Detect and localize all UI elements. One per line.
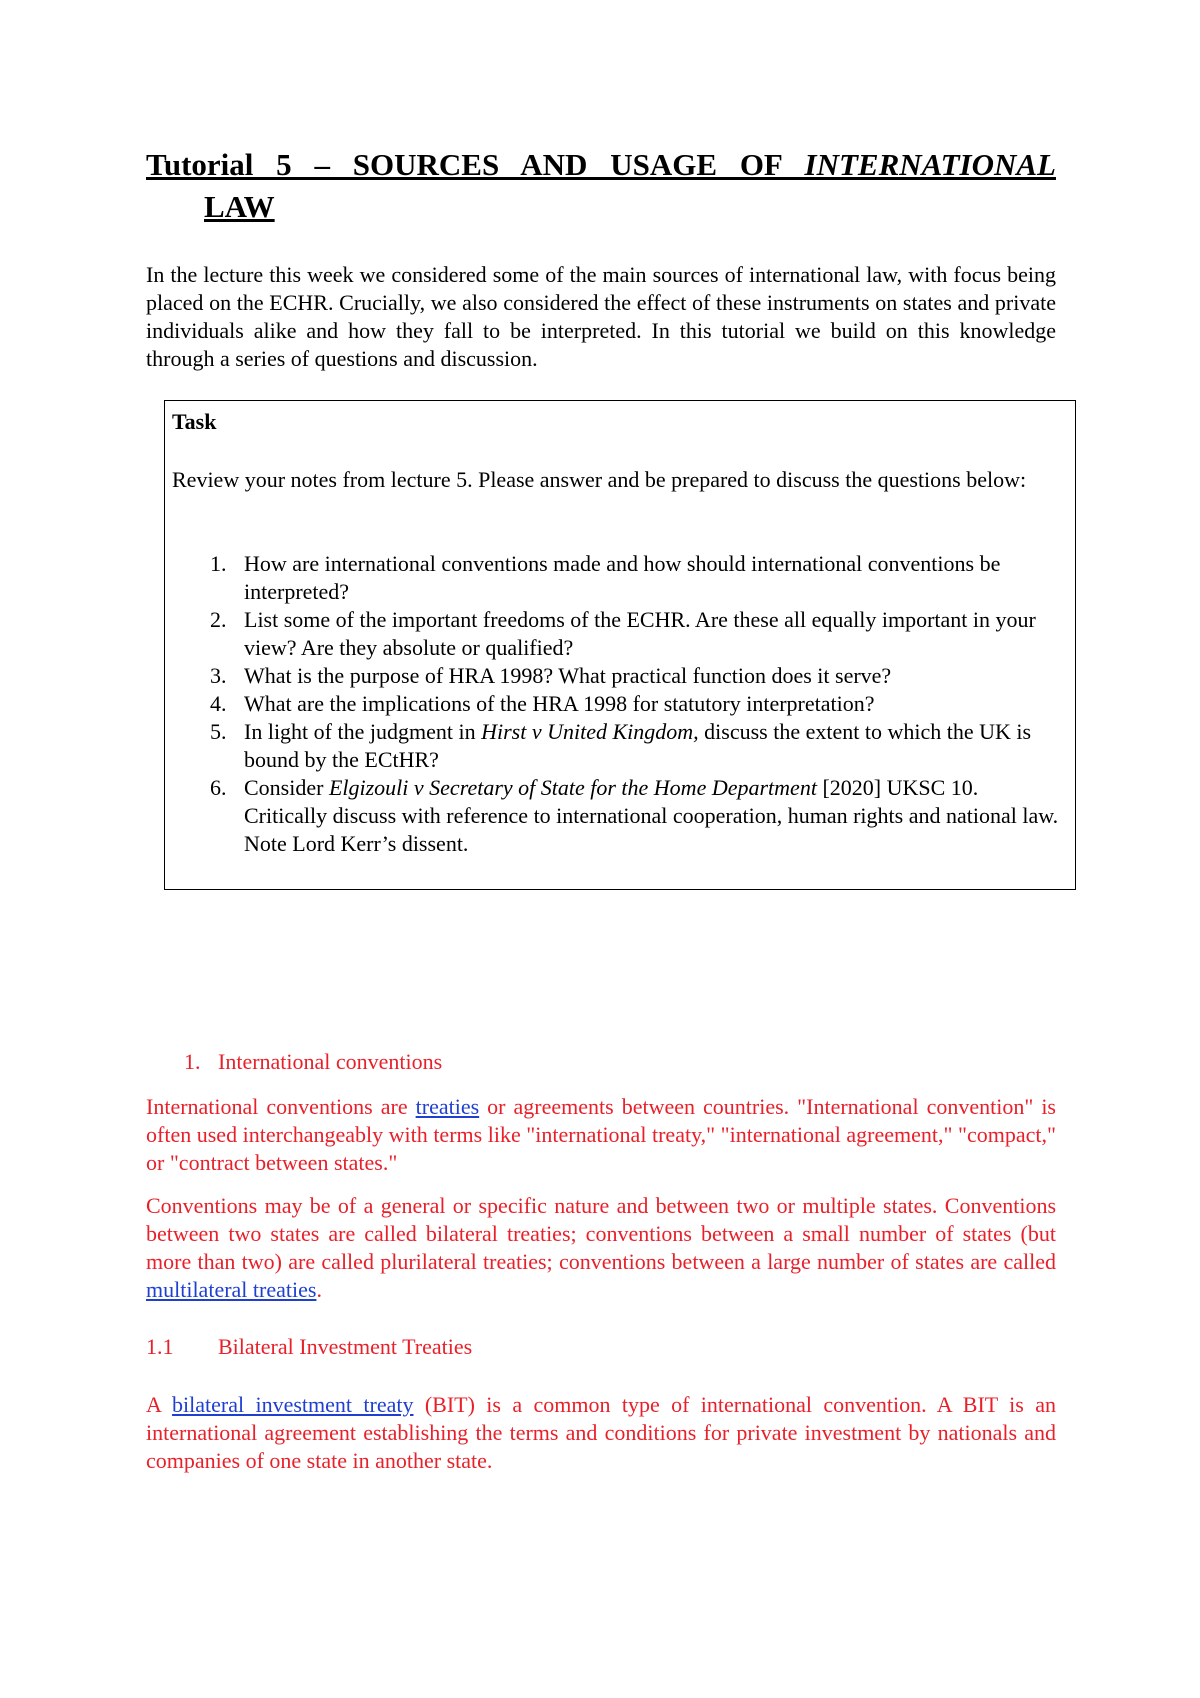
task-instructions: Review your notes from lecture 5. Please answer and be prepared to discuss the questions below: [172, 467, 1027, 492]
question-text-after: discuss the extent to which the UK is bound by the ECtHR? [244, 719, 1032, 772]
question-item [200, 550, 1060, 606]
question-text: What is the purpose of HRA 1998? What practical function does it serve? [244, 663, 892, 688]
question-text-before: In light of the judgment in [244, 719, 482, 744]
section-title: Bilateral Investment Treaties [218, 1334, 473, 1359]
conventions-types-paragraph [146, 1192, 1056, 1304]
section-heading-bilateral-investment-treaties [146, 1333, 472, 1361]
question-text: How are international conventions made and how should international conventions be interpreted? [244, 551, 1001, 604]
question-number: 1. [210, 551, 227, 576]
task-heading: Task [172, 409, 217, 434]
paragraph-text: or agreements between countries. "International convention" is often used interchangeably with terms like "international treaty," "international agreement," "compact," or "contract between states." [146, 1094, 1056, 1175]
question-number: 5. [210, 719, 227, 744]
question-item [200, 662, 1060, 690]
treaties-link[interactable]: treaties [415, 1094, 480, 1119]
paragraph-text: A [146, 1392, 173, 1417]
paragraph-text: (BIT) is a common type of international convention. A BIT is an international agreement establishing the terms and conditions for private investment by nationals and companies of one state in another state. [146, 1392, 1056, 1473]
bit-paragraph [146, 1391, 1056, 1475]
section-heading-international-conventions [184, 1048, 442, 1076]
question-text: What are the implications of the HRA 1998 for statutory interpretation? [244, 691, 875, 716]
question-text: List some of the important freedoms of the ECHR. Are these all equally important in your view? Are they absolute or qualified? [244, 607, 1036, 660]
intro-paragraph: In the lecture this week we considered some of the main sources of international law, with focus being placed on the ECHR. Crucially, we also considered the effect of these instruments on states and private individuals alike and how they fall to be interpreted. In this tutorial we build on this knowledge through a series of questions and discussion. [146, 262, 1056, 371]
question-item [200, 606, 1060, 662]
title-emphasis: INTERNATIONAL [804, 147, 1056, 182]
question-item [200, 774, 1060, 858]
question-item [200, 718, 1060, 774]
section-number: 1.1 [146, 1334, 174, 1359]
page-title: Tutorial 5 – SOURCES AND USAGE OF INTERNATIONAL [146, 147, 1056, 182]
section-title: International conventions [218, 1049, 443, 1074]
question-text-before: Consider [244, 775, 329, 800]
question-number: 6. [210, 775, 227, 800]
paragraph-text: . [316, 1277, 322, 1302]
question-number: 2. [210, 607, 227, 632]
case-name: Hirst v United Kingdom, [481, 719, 699, 744]
conventions-paragraph [146, 1093, 1056, 1177]
question-list [200, 550, 1060, 858]
question-number: 4. [210, 691, 227, 716]
multilateral-treaties-link[interactable]: multilateral treaties [146, 1277, 317, 1302]
question-number: 3. [210, 663, 227, 688]
paragraph-text: International conventions are [146, 1094, 416, 1119]
paragraph-text: Conventions may be of a general or specific nature and between two or multiple states. Conventions between two states are called bilateral treaties; conventions between a small number of states (but more than two) are called plurilateral treaties; conventions between a large number of states are called [146, 1193, 1056, 1274]
case-name: Elgizouli v Secretary of State for the Home Department [328, 775, 817, 800]
page-title-continued: LAW [204, 189, 275, 224]
section-number: 1. [184, 1049, 201, 1074]
bilateral-investment-treaty-link[interactable]: bilateral investment treaty [172, 1392, 414, 1417]
question-text-after: [2020] UKSC 10. Critically discuss with reference to international cooperation, human rights and national law. Note Lord Kerr’s dissent. [244, 775, 1059, 856]
question-item [200, 690, 1060, 718]
